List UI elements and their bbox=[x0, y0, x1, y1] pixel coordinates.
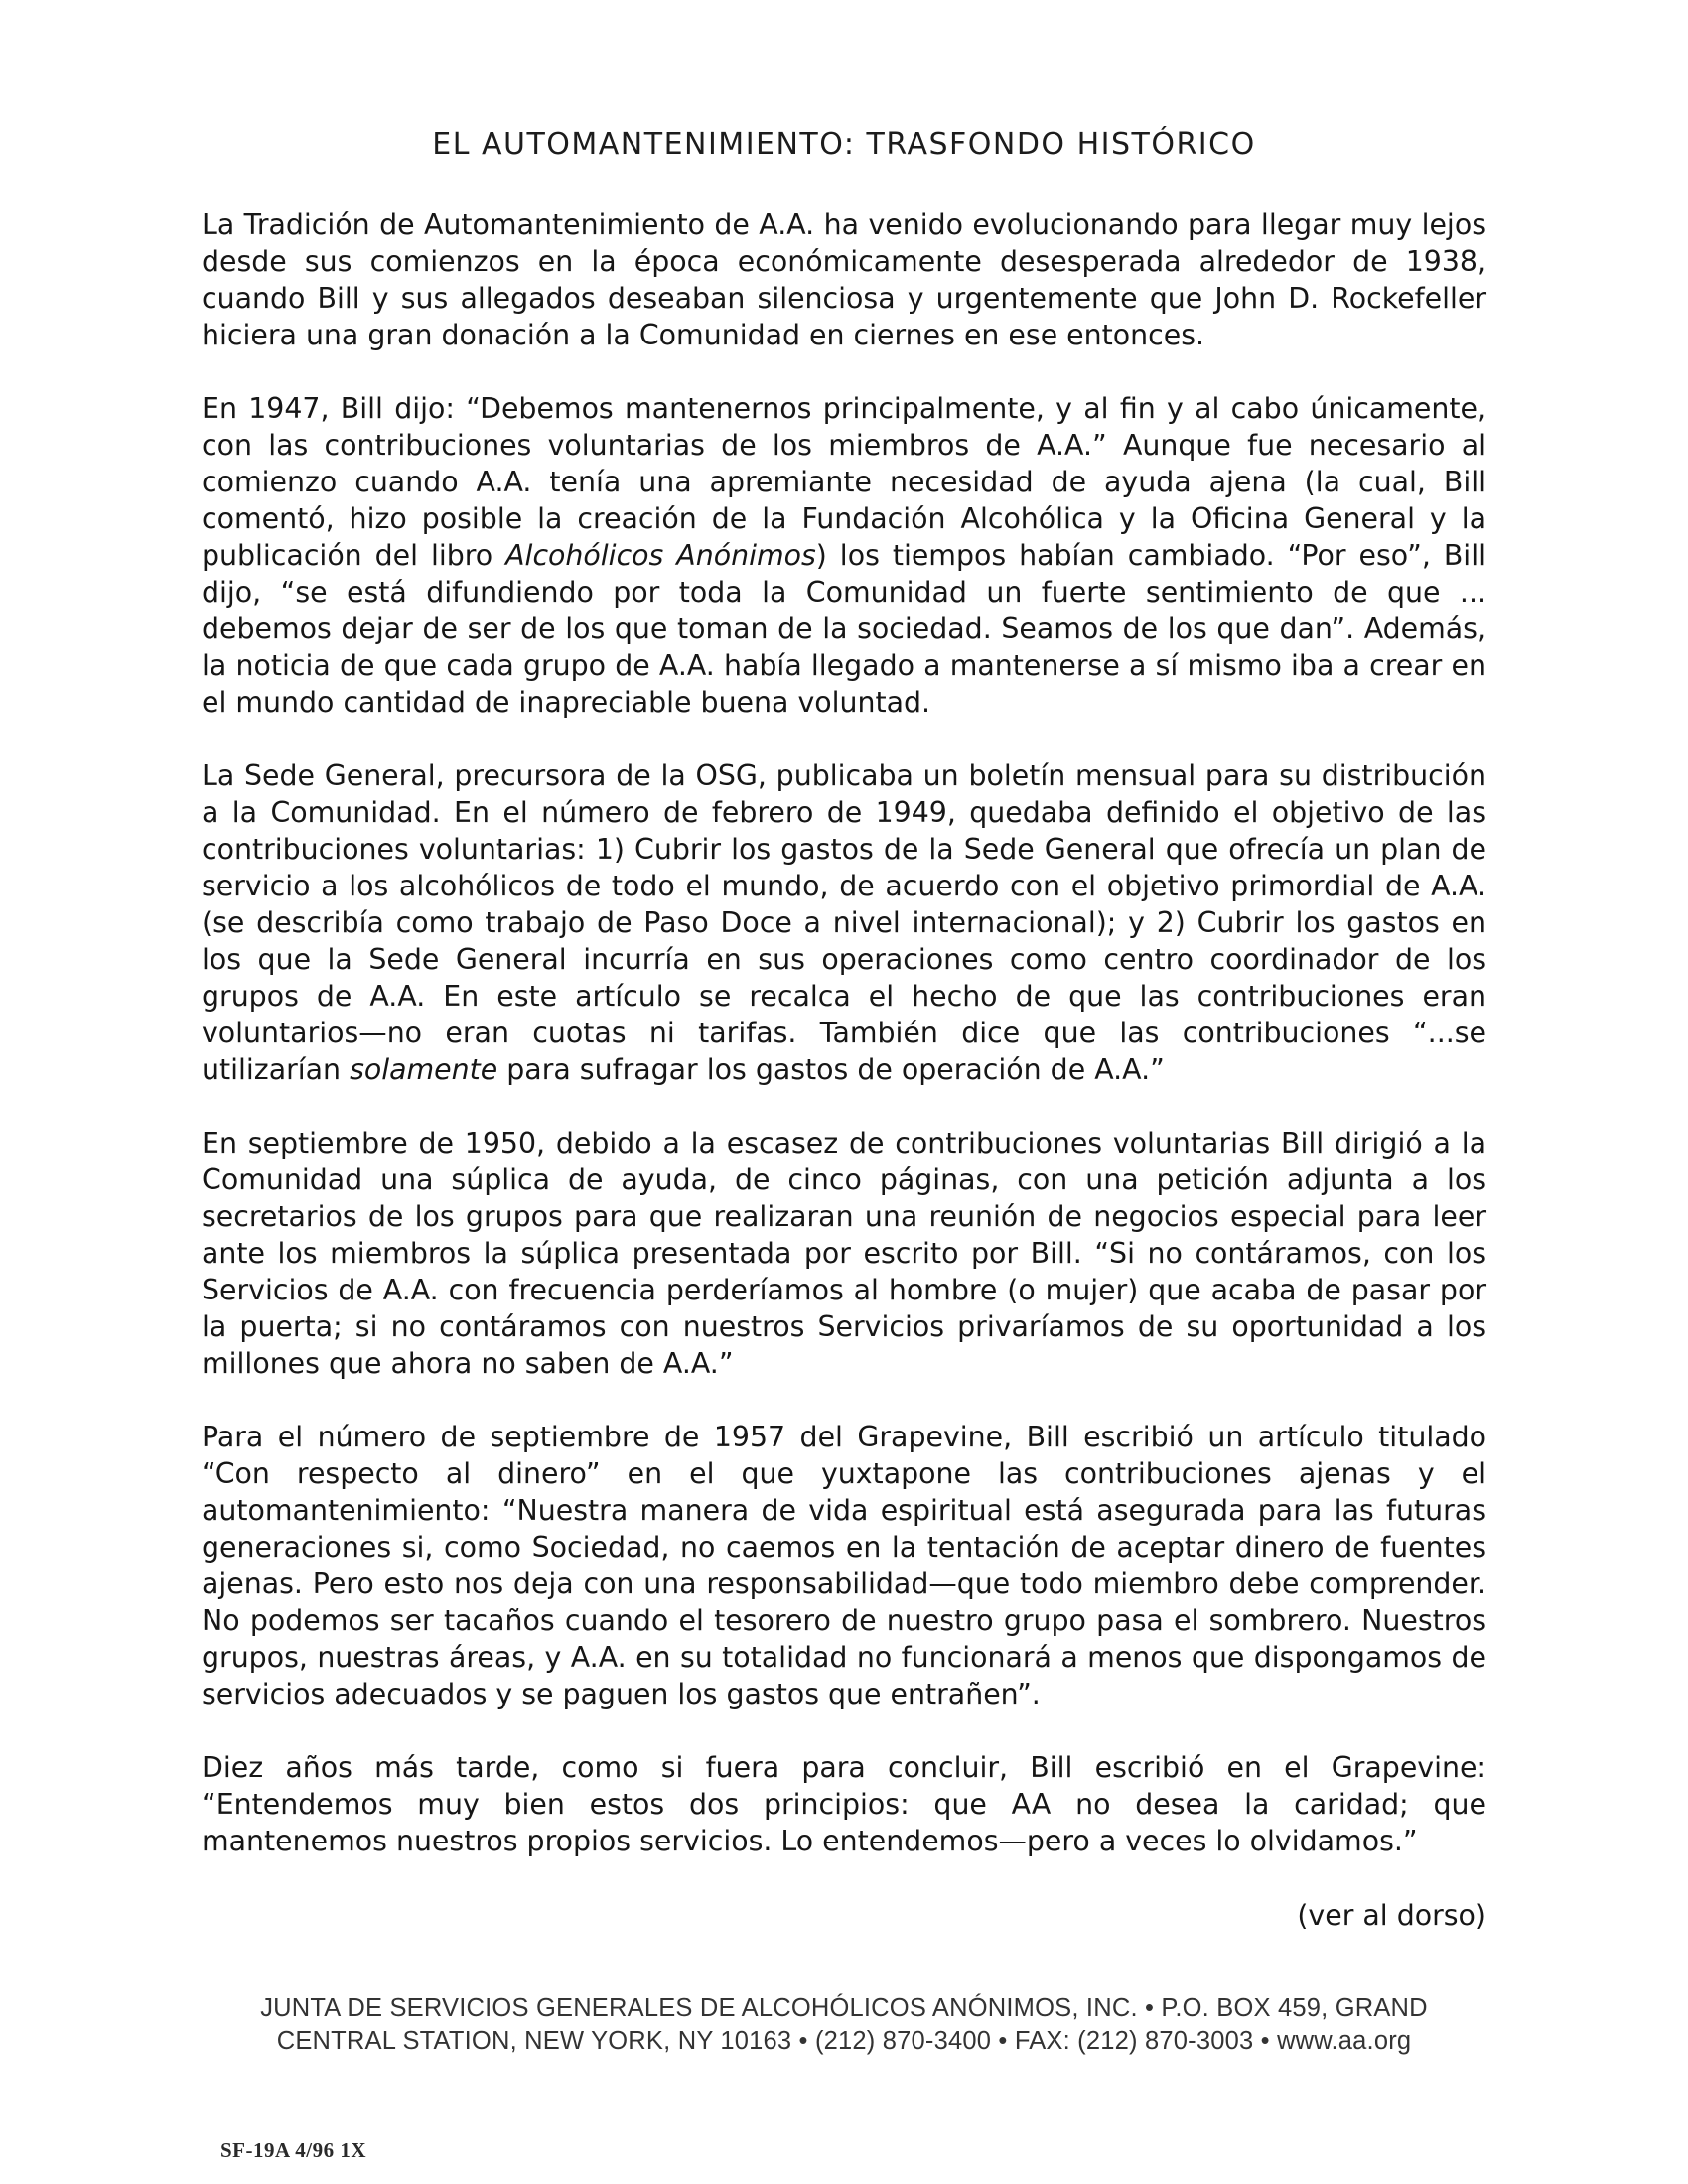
continue-note: (ver al dorso) bbox=[1297, 1899, 1486, 1932]
paragraph-1: La Tradición de Automantenimiento de A.A. ha venido evolucionando para llegar muy lejos desde sus comienzos en la época económicamente desesperada alrededor de 1938, cuando Bill y sus allegados deseaban silenciosa y urgentemente que John D. Rockefeller hiciera una gran donación a la Comunidad en ciernes en ese entonces. bbox=[202, 208, 1486, 351]
page-title: EL AUTOMANTENIMIENTO: TRASFONDO HISTÓRICO bbox=[432, 127, 1256, 162]
paragraph-2-text-after: ) los tiempos habían cambiado. “Por eso”, Bill dijo, “se está difundiendo por toda la Comunidad un fuerte sentimiento de que ... debemos dejar de ser de los que toman de la sociedad. Seamos de los que dan”. Además, la noticia de que cada grupo de A.A. había llegado a mantenerse a sí mismo iba a crear en el mundo cantidad de inapreciable buena voluntad. bbox=[202, 539, 1486, 719]
paragraph-5: Para el número de septiembre de 1957 del Grapevine, Bill escribió un artículo titulado “Con respecto al dinero” en el que yuxtapone las contribuciones ajenas y el automantenimiento: “Nuestra manera de vida espiritual está asegurada para las futuras generaciones si, como Sociedad, no caemos en la tentación de aceptar dinero de fuentes ajenas. Pero esto nos deja con una responsabilidad—que todo miembro debe comprender. No podemos ser tacaños cuando el tesorero de nuestro grupo pasa el sombrero. Nuestros grupos, nuestras áreas, y A.A. en su totalidad no funcionará a menos que dispongamos de servicios adecuados y se paguen los gastos que entrañen”. bbox=[202, 1421, 1486, 1710]
footer-line-2: CENTRAL STATION, NEW YORK, NY 10163 • (212) 870-3400 • FAX: (212) 870-3003 • www.aa.org bbox=[276, 2027, 1412, 2055]
document-body bbox=[202, 206, 1486, 1896]
paragraph-2 bbox=[202, 390, 1486, 721]
paragraph-6: Diez años más tarde, como si fuera para concluir, Bill escribió en el Grapevine: “Entendemos muy bien estos dos principios: que AA no desea la caridad; que mantenemos nuestros propios servicios. Lo entendemos—pero a veces lo olvidamos.” bbox=[202, 1751, 1486, 1857]
book-title-italic: Alcohólicos Anónimos bbox=[505, 539, 816, 572]
paragraph-3 bbox=[202, 757, 1486, 1088]
footer-line-1: JUNTA DE SERVICIOS GENERALES DE ALCOHÓLICOS ANÓNIMOS, INC. • P.O. BOX 459, GRAND bbox=[260, 1994, 1428, 2022]
emphasis-italic: solamente bbox=[350, 1053, 498, 1086]
paragraph-3-text-before: La Sede General, precursora de la OSG, publicaba un boletín mensual para su distribución a la Comunidad. En el número de febrero de 1949, quedaba definido el objetivo de las contribuciones voluntarias: 1) Cubrir los gastos de la Sede General que ofrecía un plan de servicio a los alcohólicos de todo el mundo, de acuerdo con el objetivo primordial de A.A. (se describía como trabajo de Paso Doce a nivel internacional); y 2) Cubrir los gastos en los que la Sede General incurría en sus operaciones como centro coordinador de los grupos de A.A. En este artículo se recalca el hecho de que las contribuciones eran voluntarios—no eran cuotas ni tarifas. También dice que las contribuciones “...se utilizarían bbox=[202, 759, 1486, 1086]
document-code: SF-19A 4/96 1X bbox=[220, 2138, 367, 2162]
paragraph-2-text-before: En 1947, Bill dijo: “Debemos mantenernos principalmente, y al fin y al cabo únicamente, con las contribuciones voluntarias de los miembros de A.A.” Aunque fue necesario al comienzo cuando A.A. tenía una apremiante necesidad de ayuda ajena (la cual, Bill comentó, hizo posible la creación de la Fundación Alcohólica y la Oficina General y la publicación del libro bbox=[202, 392, 1486, 572]
paragraph-4: En septiembre de 1950, debido a la escasez de contribuciones voluntarias Bill dirigió a la Comunidad una súplica de ayuda, de cinco páginas, con una petición adjunta a los secretarios de los grupos para que realizaran una reunión de negocios especial para leer ante los miembros la súplica presentada por escrito por Bill. “Si no contáramos, con los Servicios de A.A. con frecuencia perderíamos al hombre (o mujer) que acaba de pasar por la puerta; si no contáramos con nuestros Servicios privaríamos de su oportunidad a los millones que ahora no saben de A.A.” bbox=[202, 1127, 1486, 1380]
paragraph-3-text-after: para sufragar los gastos de operación de A.A.” bbox=[497, 1053, 1165, 1086]
publisher-footer bbox=[0, 1992, 1688, 2058]
